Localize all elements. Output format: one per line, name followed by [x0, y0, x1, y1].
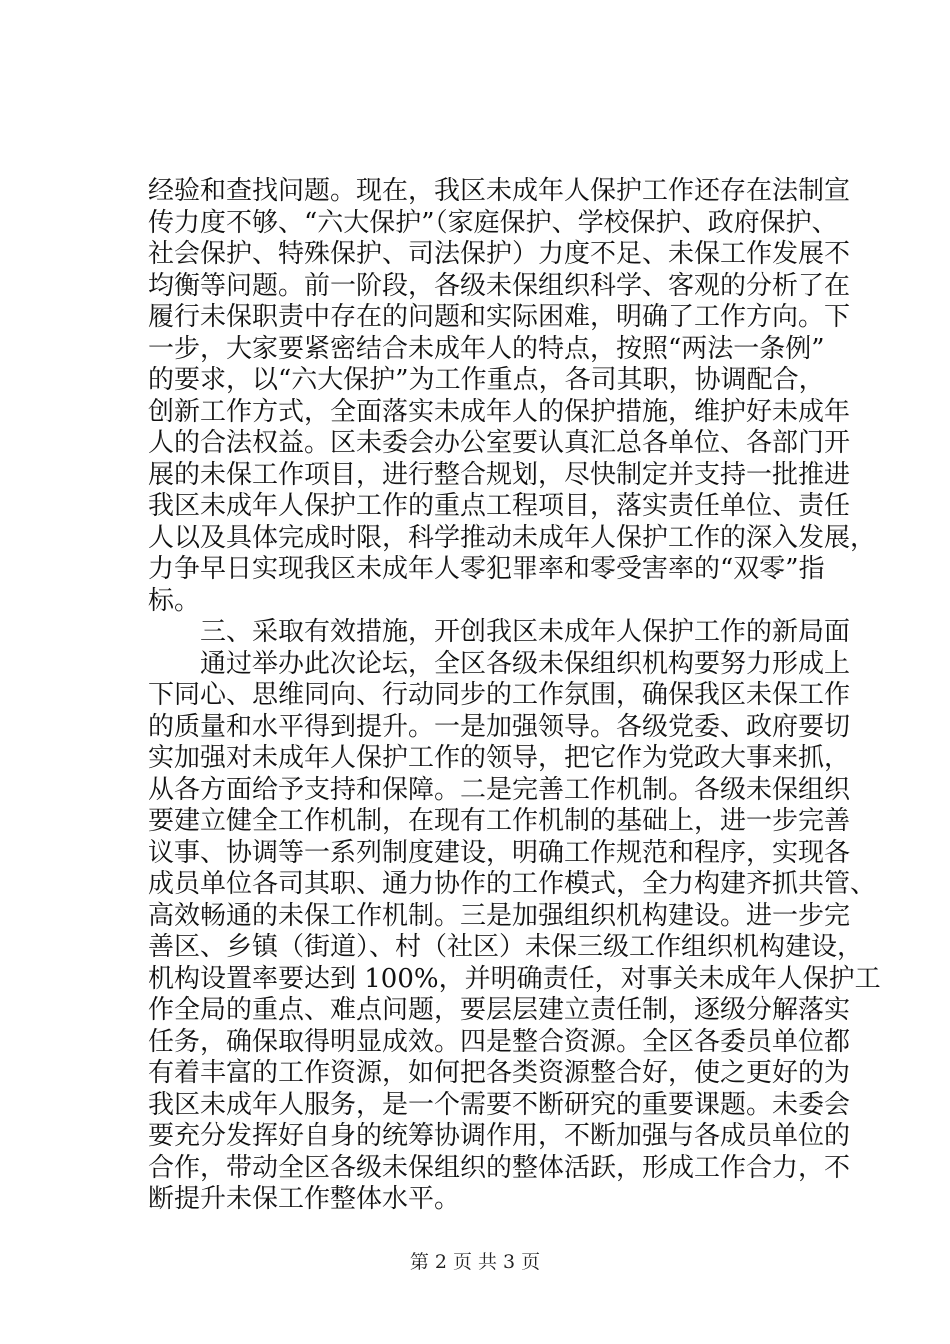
body-text-line: 创新工作方式，全面落实未成年人的保护措施，维护好未成年: [148, 396, 851, 427]
body-text-line: 要充分发挥好自身的统筹协调作用，不断加强与各成员单位的: [148, 1121, 851, 1151]
body-text-line: 人以及具体完成时限，科学推动未成年人保护工作的深入发展，: [148, 522, 877, 553]
body-text-line: 社会保护、特殊保护、司法保护）力度不足、未保工作发展不: [148, 239, 851, 269]
body-text-line: 善区、乡镇（街道）、村（社区）未保三级工作组织机构建设，: [148, 932, 864, 962]
document-body: [148, 176, 881, 1216]
paragraph-first-line: 通过举办此次论坛，全区各级未保组织机构要努力形成上: [200, 648, 851, 679]
body-text-line: 标。: [148, 585, 201, 616]
body-text-line: 断提升未保工作整体水平。: [148, 1184, 461, 1214]
body-text-line: 人的合法权益。区未委会办公室要认真汇总各单位、各部门开: [148, 428, 851, 458]
body-text-line: 均衡等问题。前一阶段，各级未保组织科学、客观的分析了在: [148, 270, 851, 301]
body-text-line: 合作，带动全区各级未保组织的整体活跃，形成工作合力，不: [148, 1152, 851, 1183]
body-text-line: 从各方面给予支持和保障。二是完善工作机制。各级未保组织: [148, 774, 851, 805]
body-text-line: 我区未成年人保护工作的重点工程项目，落实责任单位、责任: [148, 491, 851, 521]
page-number-footer: 第 2 页 共 3 页: [409, 1251, 541, 1273]
body-text-line: 经验和查找问题。现在，我区未成年人保护工作还存在法制宣: [148, 176, 851, 206]
body-text-line: 有着丰富的工作资源，如何把各类资源整合好，使之更好的为: [148, 1058, 851, 1088]
body-text-line: 要建立健全工作机制，在现有工作机制的基础上，进一步完善: [148, 806, 851, 836]
body-text-line: 成员单位各司其职、通力协作的工作模式，全力构建齐抓共管、: [148, 869, 877, 899]
section-heading: 三、采取有效措施，开创我区未成年人保护工作的新局面: [200, 617, 851, 647]
body-text-line: 履行未保职责中存在的问题和实际困难，明确了工作方向。下: [148, 302, 851, 332]
body-text-line: 议事、协调等一系列制度建设，明确工作规范和程序，实现各: [148, 837, 851, 868]
body-text-line: 任务，确保取得明显成效。四是整合资源。全区各委员单位都: [148, 1026, 851, 1057]
body-text-line: 机构设置率要达到 100%，并明确责任，对事关未成年人保护工: [148, 963, 881, 994]
body-text-line: 力争早日实现我区未成年人零犯罪率和零受害率的“双零”指: [148, 554, 825, 584]
body-text-line: 实加强对未成年人保护工作的领导，把它作为党政大事来抓，: [148, 743, 851, 773]
body-text-line: 传力度不够、“六大保护”（家庭保护、学校保护、政府保护、: [148, 207, 838, 238]
body-text-line: 展的未保工作项目，进行整合规划，尽快制定并支持一批推进: [148, 459, 851, 490]
body-text-line: 一步，大家要紧密结合未成年人的特点，按照“两法一条例”: [148, 333, 825, 364]
body-text-line: 的质量和水平得到提升。一是加强领导。各级党委、政府要切: [148, 711, 851, 742]
body-text-line: 的要求，以“六大保护”为工作重点，各司其职，协调配合，: [148, 365, 825, 395]
body-text-line: 我区未成年人服务，是一个需要不断研究的重要课题。未委会: [148, 1089, 851, 1120]
body-text-line: 下同心、思维同向、行动同步的工作氛围，确保我区未保工作: [148, 680, 851, 710]
body-text-line: 作全局的重点、难点问题，要层层建立责任制，逐级分解落实: [148, 995, 851, 1025]
body-text-line: 高效畅通的未保工作机制。三是加强组织机构建设。进一步完: [148, 900, 851, 931]
